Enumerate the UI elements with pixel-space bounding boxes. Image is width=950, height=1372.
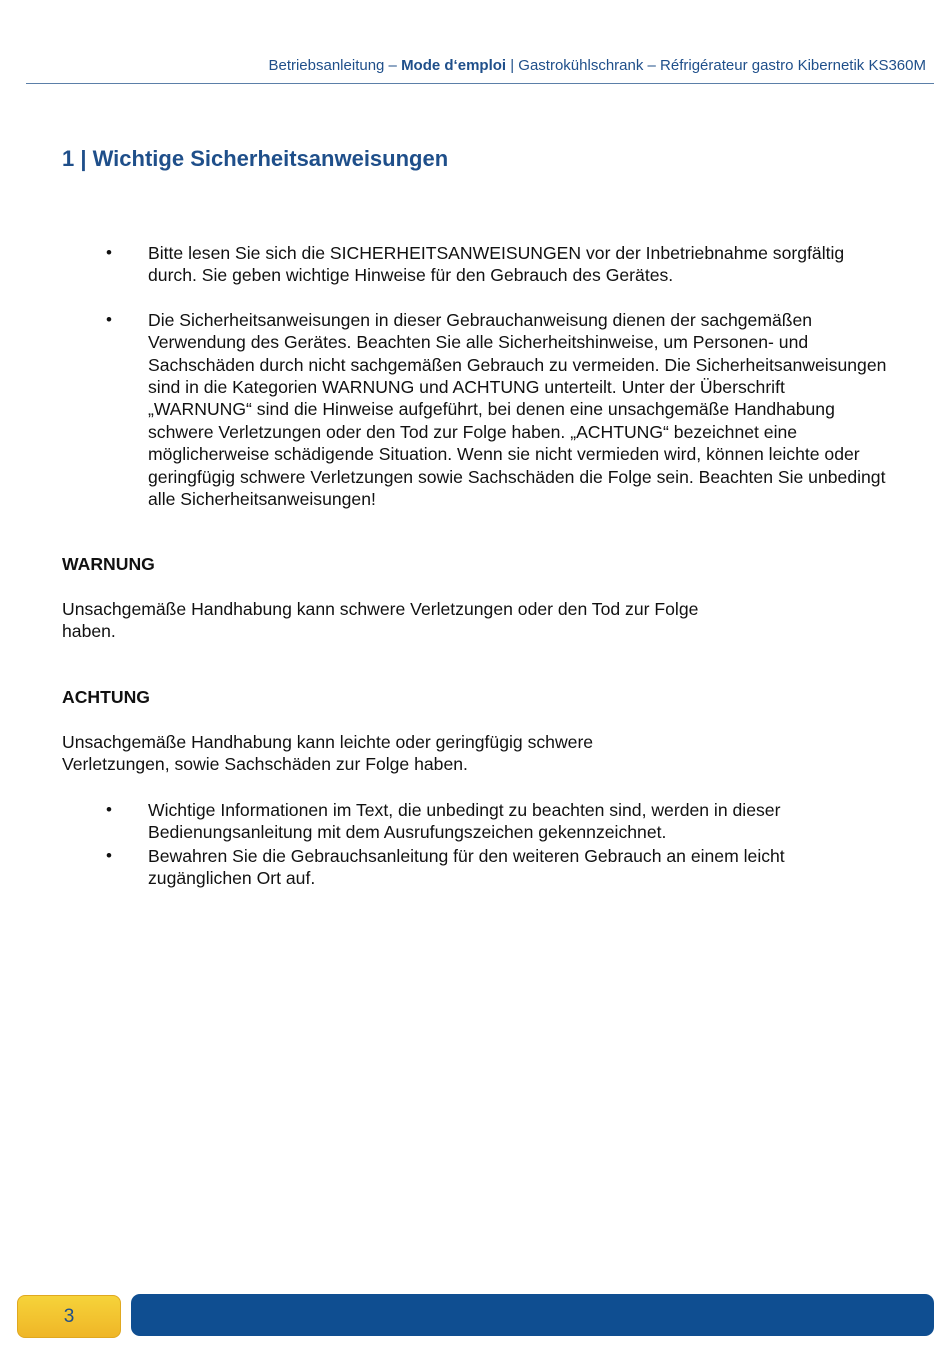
- intro-bullet-list: [0, 242, 950, 510]
- bullet-text: Die Sicherheitsanweisungen in dieser Gebrauchanweisung dienen der sachgemäßen Verwendung des Gerätes. Beachten Sie alle Sicherheitshinweise, um Personen- und Sachschäden durch nicht sachgemäßen Gebrauch zu vermeiden. Die Sicherheitsanweisungen sind in die Kategorien WARNUNG und ACHTUNG unterteilt. Unter der Überschrift „WARNUNG“ sind die Hinweise aufgeführt, bei denen eine unsachgemäße Handhabung schwere Verletzungen oder den Tod zur Folge haben. „ACHTUNG“ bezeichnet eine möglicherweise schädigende Situation. Wenn sie nicht vermieden wird, können leichte oder geringfügig schwere Verletzungen sowie Sachschäden die Folge sein. Beachten Sie unbedingt alle Sicherheitsanweisungen!: [148, 309, 887, 510]
- warnung-heading: WARNUNG: [62, 554, 155, 574]
- bullet-icon: •: [106, 845, 112, 865]
- bullet-icon: •: [106, 800, 112, 819]
- final-bullet-list: [0, 799, 950, 890]
- bullet-icon: •: [106, 243, 112, 262]
- page-title: 1 | Wichtige Sicherheitsanweisungen: [62, 146, 449, 171]
- header-part-2: Mode d‘emploi: [401, 57, 507, 74]
- bullet-text: Wichtige Informationen im Text, die unbedingt zu beachten sind, werden in dieser Bedienungsanleitung mit dem Ausrufungszeichen gekennzeichnet.: [148, 800, 781, 843]
- bullet-text: Bewahren Sie die Gebrauchsanleitung für den weiteren Gebrauch an einem leicht zugänglichen Ort auf.: [148, 845, 785, 889]
- list-item: [0, 242, 950, 287]
- header-divider: [26, 83, 934, 84]
- header-part-3: | Gastrokühlschrank – Réfrigérateur gastro Kibernetik KS360M: [506, 57, 926, 74]
- footer-bar: [131, 1294, 934, 1336]
- running-header: [268, 57, 926, 74]
- page-number-badge: [17, 1295, 121, 1338]
- list-item: [0, 799, 950, 844]
- bullet-icon: •: [106, 309, 112, 329]
- achtung-text: Unsachgemäße Handhabung kann leichte oder geringfügig schwere Verletzungen, sowie Sachschäden zur Folge haben.: [62, 732, 594, 775]
- list-item: [0, 309, 950, 511]
- list-item: [0, 845, 950, 890]
- achtung-heading: ACHTUNG: [62, 687, 150, 707]
- page-number: 3: [63, 1305, 75, 1327]
- bullet-text: Bitte lesen Sie sich die SICHERHEITSANWEISUNGEN vor der Inbetriebnahme sorgfältig durch. Sie geben wichtige Hinweise für den Gebrauch des Gerätes.: [148, 243, 845, 286]
- warnung-text: Unsachgemäße Handhabung kann schwere Verletzungen oder den Tod zur Folge haben.: [62, 599, 699, 642]
- header-part-1: Betriebsanleitung –: [268, 57, 402, 74]
